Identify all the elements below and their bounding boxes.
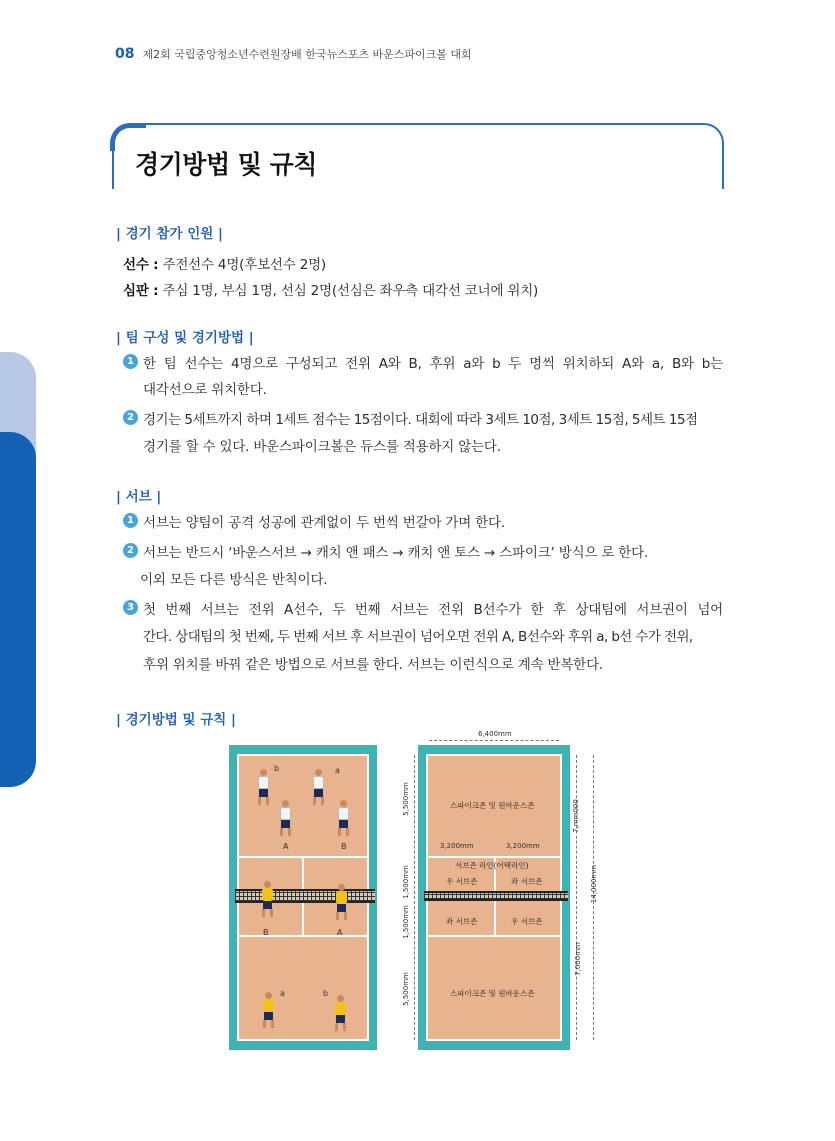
referees-text: 주심 1명, 부심 1명, 선심 2명(선심은 좌우측 대각선 코너에 위치) — [158, 283, 539, 299]
player-white — [336, 800, 350, 836]
dimension-half-right: 3,200mm — [506, 842, 540, 850]
team-item2-line1: 경기는 5세트까지 하며 1세트 점수는 15점이다. 대회에 따라 3세트 10점, 3세트 15점, 5세트 15점 — [143, 412, 698, 428]
player-white — [256, 769, 270, 805]
dimension-7000-top: 7,mm000 — [571, 799, 580, 833]
player-label: A — [337, 928, 343, 937]
zone-label: 스파이크존 및 원바운스존 — [450, 989, 535, 998]
dimension-line-left — [414, 755, 415, 1040]
zone-label: 좌 서브존 — [446, 917, 478, 926]
serve-item2-line1: 서브는 반드시 ‘바운스서브 → 캐치 앤 패스 → 캐치 앤 토스 → 스파이크’ 방식으 로 한다. — [143, 545, 649, 561]
zone-label: 우 서브존 — [511, 917, 543, 926]
dimension-half-left: 3,200mm — [440, 842, 474, 850]
player-white — [278, 800, 292, 836]
dimension-width: 6,400mm — [478, 730, 512, 738]
players-label: 선수 : — [123, 257, 159, 273]
player-yellow — [260, 881, 274, 917]
page-header — [115, 46, 472, 62]
dimension-line-width — [429, 740, 559, 741]
serve-item3-line1: 첫 번째 서브는 전위 A선수, 두 번째 서브는 전위 B선수가 한 후 상대팀에 서브권이 넘어 — [143, 602, 723, 618]
player-yellow — [334, 884, 348, 920]
player-yellow — [333, 995, 347, 1031]
court-surface — [426, 754, 562, 1041]
number-badge: 2 — [123, 543, 138, 558]
side-tab-dark — [0, 432, 36, 787]
player-label: a — [280, 989, 285, 998]
player-label: b — [323, 989, 329, 998]
zone-label: 스파이크존 및 원바운스존 — [450, 801, 535, 810]
team-item1-line2: 대각선으로 위치한다. — [143, 382, 267, 398]
document-title: 제2회 국립중앙청소년수련원장배 한국뉴스포츠 바운스파이크볼 대회 — [142, 48, 472, 61]
court-diagram-players — [229, 745, 377, 1050]
dimension-1500-bottom: 1,500mm — [401, 905, 410, 939]
serve-item3-line3: 후위 위치를 바꿔 같은 방법으로 서브를 한다. 서브는 이런식으로 계속 반복한다. — [143, 657, 604, 673]
players-text: 주전선수 4명(후보선수 2명) — [158, 257, 326, 273]
number-badge: 2 — [123, 410, 138, 425]
net — [424, 891, 568, 901]
section-heading-team: | 팀 구성 및 경기방법 | — [116, 330, 254, 346]
dimension-1500-top: 1,500mm — [401, 865, 410, 899]
page-title: 경기방법 및 규칙 — [135, 150, 317, 179]
player-yellow — [261, 992, 275, 1028]
player-label: a — [335, 766, 340, 775]
players-line — [123, 253, 326, 273]
player-label: b — [274, 764, 280, 773]
dimension-14000: 14,000mm — [590, 864, 599, 904]
net — [235, 889, 375, 903]
team-item1-line1: 한 팀 선수는 4명으로 구성되고 전위 A와 B, 후위 a와 b 두 명씩 위치하되 A와 a, B와 b는 — [143, 356, 723, 372]
section-heading-rules: | 경기방법 및 규칙 | — [116, 712, 236, 728]
serve-item1-line1: 서브는 양팀이 공격 성공에 관계없이 두 번씩 번갈아 가며 한다. — [143, 515, 505, 531]
dimension-line-right-inner — [576, 755, 577, 1040]
number-badge: 3 — [123, 600, 138, 615]
player-label: B — [263, 928, 269, 937]
court-surface — [237, 754, 369, 1041]
number-badge: 1 — [123, 513, 138, 528]
dimension-7000-bottom: 7,000mm — [573, 942, 582, 976]
serve-item3-line2: 간다. 상대팀의 첫 번째, 두 번째 서브 후 서브권이 넘어오면 전위 A, B선수와 후위 a, b선 수가 전위, — [143, 629, 693, 645]
zone-label: 서브존 라인(어택라인) — [455, 861, 529, 870]
team-item2-line2: 경기를 할 수 있다. 바운스파이크볼은 듀스를 적용하지 않는다. — [143, 439, 501, 455]
section-heading-serve: | 서브 | — [116, 489, 162, 505]
referees-line — [123, 279, 538, 299]
number-badge: 1 — [123, 354, 138, 369]
referees-label: 심판 : — [123, 283, 159, 299]
serve-item2-line2: 이외 모든 다른 방식은 반칙이다. — [140, 572, 328, 588]
zone-label: 우 서브존 — [446, 877, 478, 886]
page-number: 08 — [115, 46, 135, 62]
section-heading-participants: | 경기 참가 인원 | — [116, 226, 223, 242]
dimension-5500-top: 5,500mm — [401, 782, 410, 816]
player-label: B — [341, 842, 347, 851]
dimension-5500-bottom: 5,500mm — [401, 972, 410, 1006]
player-label: A — [283, 842, 289, 851]
zone-label: 좌 서브존 — [511, 877, 543, 886]
court-diagram-dimensions — [418, 745, 570, 1050]
player-white — [311, 769, 325, 805]
